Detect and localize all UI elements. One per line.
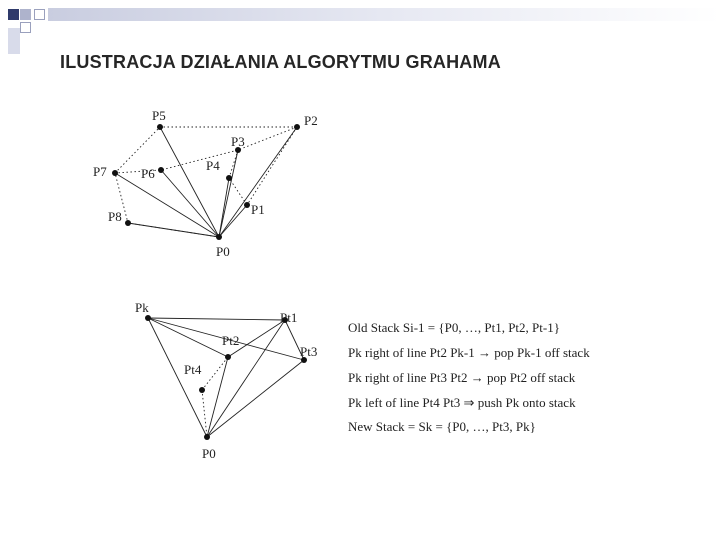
point-p0 bbox=[216, 234, 222, 240]
label-p7: P7 bbox=[93, 164, 107, 179]
label-p4: P4 bbox=[206, 158, 220, 173]
label-p0: P0 bbox=[216, 244, 230, 259]
rule-old-stack: Old Stack Si-1 = {P0, …, Pt1, Pt2, Pt-1} bbox=[348, 320, 560, 335]
rule-pop-2: Pk right of line Pt3 Pt2 → pop Pt2 off stack bbox=[348, 370, 576, 385]
label-p8: P8 bbox=[108, 209, 122, 224]
point-p6 bbox=[158, 167, 164, 173]
point-p8 bbox=[125, 220, 131, 226]
label-p0: P0 bbox=[202, 446, 216, 461]
label-pt1: Pt1 bbox=[280, 310, 298, 325]
point-p7 bbox=[112, 170, 118, 176]
label-pk: Pk bbox=[135, 300, 149, 315]
point-pk-1 bbox=[199, 387, 205, 393]
label-pt2: Pt2 bbox=[222, 333, 240, 348]
slide-title: ILUSTRACJA DZIAŁANIA ALGORYTMU GRAHAMA bbox=[60, 52, 501, 72]
label-p5: P5 bbox=[152, 108, 166, 123]
label-p1: P1 bbox=[251, 202, 265, 217]
point-p5 bbox=[157, 124, 163, 130]
point-p2 bbox=[294, 124, 300, 130]
label-pt4: Pt4 bbox=[184, 362, 202, 377]
point-p4 bbox=[226, 175, 232, 181]
diagram1-labels bbox=[93, 108, 318, 259]
point-p0 bbox=[204, 434, 210, 440]
label-pt3: Pt3 bbox=[300, 344, 318, 359]
point-pk bbox=[145, 315, 151, 321]
diagram-graham-scan-top bbox=[115, 127, 297, 237]
diagram2-labels bbox=[135, 300, 317, 461]
rule-pop-1: Pk right of line Pt2 Pk-1 → pop Pk-1 off stack bbox=[348, 345, 590, 360]
label-p3: P3 bbox=[231, 134, 245, 149]
label-p6: P6 bbox=[141, 166, 155, 181]
point-p1 bbox=[244, 202, 250, 208]
label-p2: P2 bbox=[304, 113, 318, 128]
rule-push: Pk left of line Pt4 Pt3 ⇒ push Pk onto stack bbox=[348, 395, 576, 410]
rule-new-stack: New Stack = Sk = {P0, …, Pt3, Pk} bbox=[348, 419, 536, 434]
point-pt2 bbox=[225, 354, 231, 360]
